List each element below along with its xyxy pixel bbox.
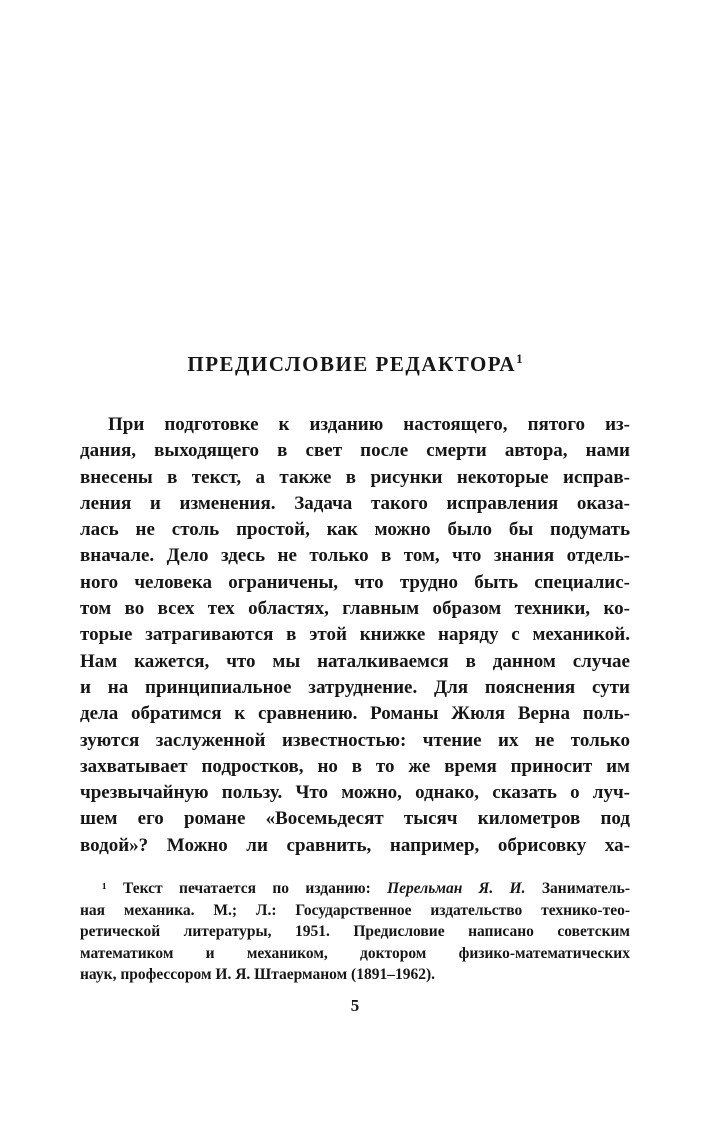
text-line: При подготовке к изданию настоящего, пятого из- — [108, 414, 630, 435]
text-line: дания, выходящего в свет после смерти автора, нами — [80, 440, 630, 462]
text-line: ного человека ограничены, что трудно быть специалис- — [80, 571, 630, 593]
text-line: дела обратимся к сравнению. Романы Жюля Верна поль- — [80, 703, 630, 725]
text-line: том во всех тех областях, главным образом техники, ко- — [80, 598, 630, 620]
text-line: внесены в текст, а также в рисунки некоторые исправ- — [80, 466, 630, 488]
page-number: 5 — [350, 996, 360, 1015]
text-line: захватывает подростков, но в то же время приносит им — [80, 755, 630, 777]
text-line: Нам кажется, что мы наталкиваемся в данном случае — [80, 650, 630, 672]
body-paragraph — [80, 412, 630, 859]
text-line: наук, профессором И. Я. Штаерманом (1891–1962). — [80, 966, 435, 983]
page-title — [80, 352, 630, 377]
text-line: математиком и механиком, доктором физико-математических — [80, 944, 630, 962]
text-line: ления и изменения. Задача такого исправления оказа- — [80, 492, 630, 514]
text-line: вначале. Дело здесь не только в том, что знания отдель- — [80, 545, 630, 567]
text-line: лась не столь простой, как можно было бы подумать — [80, 519, 630, 541]
text-line: водой»? Можно ли сравнить, например, обрисовку ха- — [80, 834, 630, 856]
page-title-text: ПРЕДИСЛОВИЕ РЕДАКТОРА — [187, 352, 517, 376]
text-line: ная механика. М.; Л.: Государственное издательство технико-тео- — [80, 901, 630, 919]
footnote — [80, 878, 630, 986]
text-line: ретической литературы, 1951. Предисловие написано советским — [80, 923, 630, 940]
text-line: чрезвычайную пользу. Что можно, однако, сказать о луч- — [80, 782, 630, 804]
text-line: ¹ Текст печатается по изданию: Перельман Я. И. Заниматель- — [102, 880, 630, 897]
footnote-reference: 1 — [516, 351, 523, 366]
text-line: шем его романе «Восемьдесят тысяч километров под — [80, 808, 630, 830]
text-line: торые затрагиваются в этой книжке наряду с механикой. — [80, 624, 630, 646]
text-line: и на принципиальное затруднение. Для пояснения сути — [80, 676, 630, 698]
text-line: зуются заслуженной известностью: чтение их не только — [80, 729, 630, 751]
